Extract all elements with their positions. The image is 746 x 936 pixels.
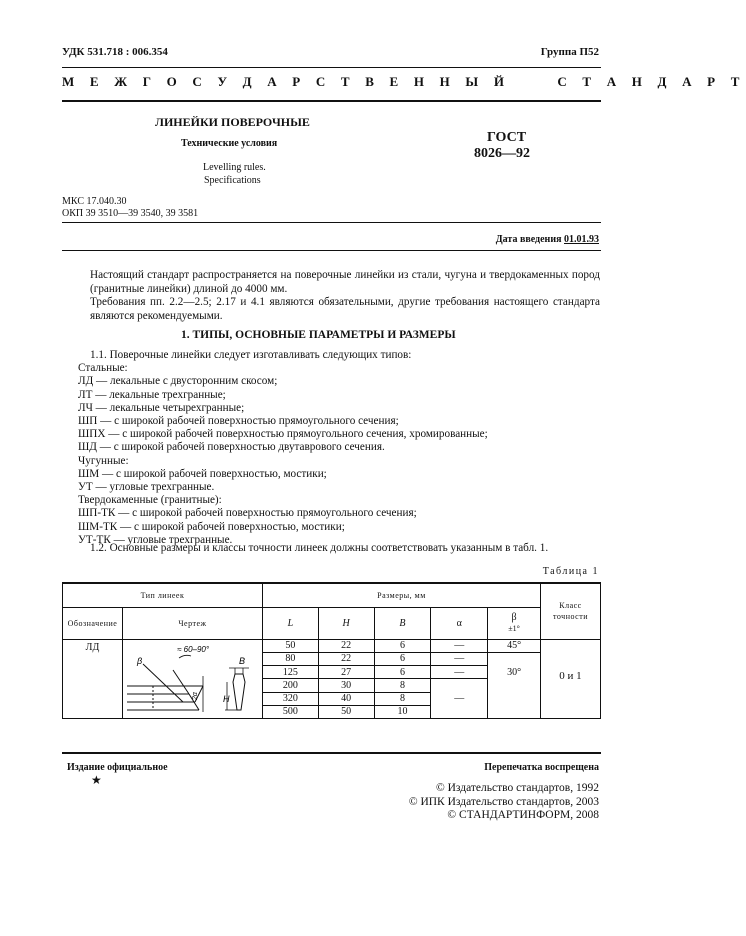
gost-label: ГОСТ: [487, 130, 527, 145]
col-designation: Обозначение: [63, 607, 123, 639]
cell-l: 50: [262, 639, 318, 652]
introduction-date: [496, 234, 599, 245]
gost-number: 8026—92: [474, 146, 530, 161]
paragraph-sizes: 1.2. Основные размеры и классы точности линеек должны соответствовать указанным в табл. 1.: [90, 542, 549, 554]
list-item: Стальные:: [78, 362, 128, 375]
interstate-standard-banner: М Е Ж Г О С У Д А Р С Т В Е Н Н Ы Й С Т А Н Д А Р Т: [62, 74, 746, 89]
header-type: Тип линеек: [63, 583, 263, 607]
header-dimensions: Размеры, мм: [262, 583, 540, 607]
types-list: [78, 349, 488, 547]
list-item: ШП — с широкой рабочей поверхностью прямоугольного сечения;: [78, 415, 399, 428]
cell-h: 30: [318, 679, 374, 693]
cell-b: 10: [374, 705, 431, 718]
paragraph-requirements-text: Требования пп. 2.2—2.5; 2.17 и 4.1 являются обязательными, другие требования настоящего стандарта являются рекомендуемыми.: [90, 296, 600, 322]
drawing-h-label: H: [223, 693, 230, 704]
drawing-beta-label: β: [137, 655, 143, 666]
cell-b: 6: [374, 652, 431, 666]
designation-ld: ЛД: [63, 639, 123, 718]
col-beta-symbol: β: [511, 612, 517, 623]
cell-l: 500: [262, 705, 318, 718]
col-height: H: [318, 607, 374, 639]
cell-beta-30: 30°: [488, 652, 541, 718]
list-item: 1.1. Поверочные линейки следует изготавливать следующих типов:: [90, 349, 412, 361]
list-item: ШП-ТК — с широкой рабочей поверхностью прямоугольного сечения;: [78, 507, 417, 520]
cell-b: 6: [374, 666, 431, 679]
paragraph-scope: [90, 269, 600, 296]
drawing-two-alpha-label: 2α: [192, 691, 200, 700]
cell-b: 8: [374, 679, 431, 693]
col-beta: [488, 607, 541, 639]
list-item: УТ-ТК — угловые трехгранные.: [78, 533, 233, 546]
list-item: Чугунные:: [78, 454, 129, 467]
udk-code: УДК 531.718 : 006.354: [62, 46, 168, 58]
official-edition: Издание официальное: [67, 762, 168, 773]
english-title-line1: Levelling rules.: [203, 162, 266, 173]
table-caption: Таблица 1: [542, 566, 599, 577]
cell-l: 200: [262, 679, 318, 693]
dimensions-table: [62, 582, 601, 719]
copyright-line: © СТАНДАРТИНФОРМ, 2008: [447, 809, 599, 821]
col-beta-tolerance: ±1°: [508, 624, 520, 633]
drawing-angle-label: ≈ 60–90°: [177, 644, 210, 654]
col-length: L: [262, 607, 318, 639]
introduction-date-label: Дата введения: [495, 234, 562, 245]
col-drawing: Чертеж: [122, 607, 262, 639]
list-item: ЛЧ — лекальные четырехгранные;: [78, 401, 245, 414]
list-item: ЛД — лекальные с двусторонним скосом;: [78, 375, 278, 388]
copyright-line: © Издательство стандартов, 1992: [435, 782, 599, 794]
paragraph-requirements: [90, 296, 600, 323]
date-rule: [62, 250, 601, 251]
list-item: ШМ-ТК — с широкой рабочей поверхностью, мостики;: [78, 520, 345, 533]
cell-l: 80: [262, 652, 318, 666]
cell-alpha: —: [431, 652, 488, 666]
okp-code: ОКП 39 3510—39 3540, 39 3581: [62, 208, 199, 219]
star-icon: ★: [91, 773, 102, 787]
cell-h: 22: [318, 639, 374, 652]
reprint-prohibited: Перепечатка воспрещена: [484, 762, 599, 773]
introduction-date-value: 01.01.93: [564, 234, 599, 245]
banner-rule: [62, 100, 601, 102]
cell-h: 40: [318, 692, 374, 705]
ld-ruler-drawing: [123, 640, 261, 718]
list-item: ШМ — с широкой рабочей поверхностью, мостики;: [78, 467, 327, 480]
cell-l: 320: [262, 692, 318, 705]
cell-alpha: —: [431, 639, 488, 652]
col-width: B: [374, 607, 431, 639]
document-subtitle: Технические условия: [181, 138, 278, 149]
cell-h: 27: [318, 666, 374, 679]
paragraph-scope-text: Настоящий стандарт распространяется на поверочные линейки из стали, чугуна и твердокаменных пород (гранитные линейки) длиной до 4000 мм.: [90, 269, 600, 295]
cell-l: 125: [262, 666, 318, 679]
group-code: Группа П52: [540, 46, 599, 58]
cell-b: 6: [374, 639, 431, 652]
col-alpha: α: [431, 607, 488, 639]
cell-h: 22: [318, 652, 374, 666]
copyright-line: © ИПК Издательство стандартов, 2003: [408, 795, 599, 808]
footer-rule: [62, 752, 601, 754]
drawing-b-label: B: [239, 655, 246, 666]
header-rule: [62, 67, 601, 68]
mks-code: МКС 17.040.30: [62, 196, 127, 207]
cell-b: 8: [374, 692, 431, 705]
document-title: ЛИНЕЙКИ ПОВЕРОЧНЫЕ: [155, 115, 310, 129]
cell-alpha: —: [431, 679, 488, 719]
cell-h: 50: [318, 705, 374, 718]
cell-alpha: —: [431, 666, 488, 679]
section-title: 1. ТИПЫ, ОСНОВНЫЕ ПАРАМЕТРЫ И РАЗМЕРЫ: [181, 329, 456, 341]
list-item: Твердокаменные (гранитные):: [78, 494, 222, 507]
header-accuracy-class: Класс точности: [541, 583, 601, 639]
cell-accuracy: 0 и 1: [541, 639, 601, 718]
list-item: ШД — с широкой рабочей поверхностью двутаврового сечения.: [78, 441, 385, 454]
copyright-block: [409, 782, 599, 823]
cell-beta-45: 45°: [488, 639, 541, 652]
list-item: ШПХ — с широкой рабочей поверхностью прямоугольного сечения, хромированные;: [78, 428, 488, 441]
codes-rule: [62, 222, 601, 223]
list-item: ЛТ — лекальные трехгранные;: [78, 388, 226, 401]
ld-drawing-cell: [122, 639, 262, 718]
english-title-line2: Specifications: [204, 175, 261, 186]
list-item: УТ — угловые трехгранные.: [78, 481, 215, 494]
